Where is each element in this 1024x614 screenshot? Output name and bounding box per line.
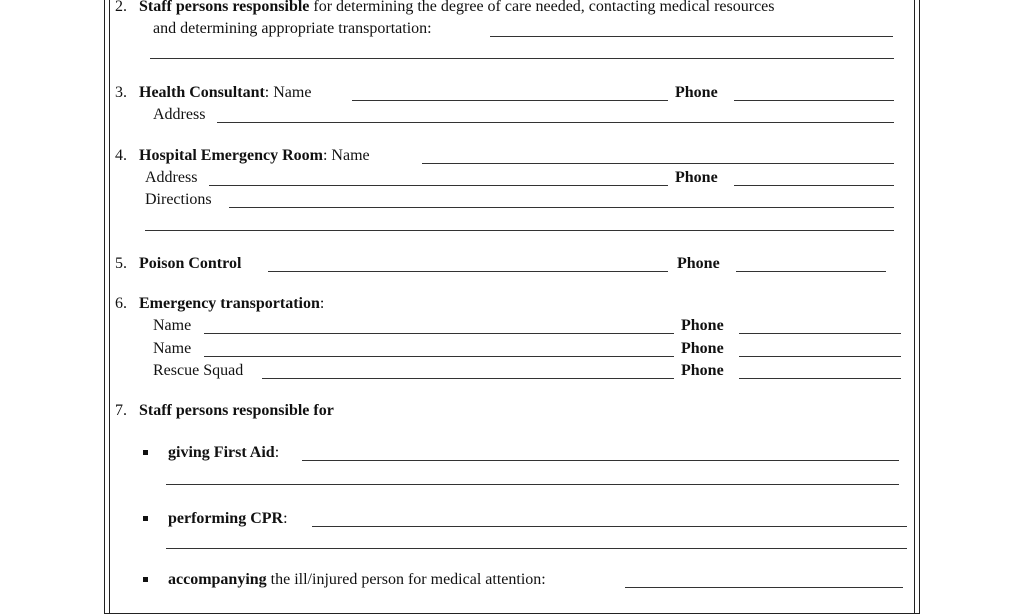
bullet-2-line xyxy=(168,510,288,528)
poison-control-phone-field[interactable] xyxy=(736,271,886,272)
item-4-directions-label: Directions xyxy=(145,191,212,208)
item-5-heading: Poison Control xyxy=(139,255,242,272)
accompanying-field[interactable] xyxy=(625,587,903,588)
bullet-3-text: the ill/injured person for medical attention: xyxy=(266,571,546,588)
item-6-line xyxy=(115,295,324,313)
bullet-2-marker xyxy=(143,516,148,521)
item-7-line xyxy=(115,402,334,420)
bullet-3-marker xyxy=(143,577,148,582)
health-consultant-address-field[interactable] xyxy=(217,122,894,123)
item-4-heading: Hospital Emergency Room xyxy=(139,147,323,164)
bullet-1-colon: : xyxy=(274,444,280,461)
item-2-blank-1[interactable] xyxy=(490,36,893,37)
bullet-2-heading: performing CPR xyxy=(168,510,284,527)
item-5-line xyxy=(115,255,241,273)
health-consultant-phone-field[interactable] xyxy=(734,100,894,101)
item-2-blank-2[interactable] xyxy=(150,58,894,59)
transport-row-3-phone-label: Phone xyxy=(681,362,724,379)
item-2-text: for determining the degree of care needed, contacting medical resources xyxy=(309,0,775,15)
item-2-heading: Staff persons responsible xyxy=(139,0,310,15)
transport-row-3-field[interactable] xyxy=(262,378,674,379)
item-3-address-label: Address xyxy=(153,106,206,123)
item-2-line-1 xyxy=(115,0,775,16)
transport-row-3-label: Rescue Squad xyxy=(153,362,244,379)
item-6-number: 6. xyxy=(115,295,127,312)
item-6-colon: : xyxy=(319,295,325,312)
transport-row-1-field[interactable] xyxy=(204,333,674,334)
health-consultant-name-field[interactable] xyxy=(352,100,668,101)
item-3-line-1 xyxy=(115,84,311,102)
item-3-heading: Health Consultant xyxy=(139,84,265,101)
item-4-phone-label: Phone xyxy=(675,169,718,186)
poison-control-field[interactable] xyxy=(268,271,668,272)
item-2-line-2: and determining appropriate transportation: xyxy=(153,20,432,37)
item-2-number: 2. xyxy=(115,0,127,15)
item-4-number: 4. xyxy=(115,147,127,164)
transport-row-2-phone-field[interactable] xyxy=(739,356,901,357)
item-5-phone-label: Phone xyxy=(677,255,720,272)
transport-row-2-field[interactable] xyxy=(204,356,674,357)
item-7-heading: Staff persons responsible for xyxy=(139,402,334,419)
hospital-directions-field-1[interactable] xyxy=(229,207,894,208)
bullet-3-heading: accompanying xyxy=(168,571,267,588)
transport-row-3-phone-field[interactable] xyxy=(739,378,901,379)
cpr-field-2[interactable] xyxy=(166,548,907,549)
bullet-1-line xyxy=(168,444,279,462)
transport-row-1-label: Name xyxy=(153,317,192,334)
bullet-1-marker xyxy=(143,450,148,455)
transport-row-1-phone-field[interactable] xyxy=(739,333,901,334)
first-aid-field-1[interactable] xyxy=(302,460,899,461)
first-aid-field-2[interactable] xyxy=(166,484,899,485)
item-3-phone-label: Phone xyxy=(675,84,718,101)
transport-row-2-label: Name xyxy=(153,340,192,357)
hospital-phone-field[interactable] xyxy=(734,185,894,186)
item-7-number: 7. xyxy=(115,402,127,419)
item-3-name-label: : Name xyxy=(264,84,312,101)
bullet-2-colon: : xyxy=(283,510,288,527)
item-6-heading: Emergency transportation xyxy=(139,295,320,312)
item-4-name-label: : Name xyxy=(322,147,370,164)
item-4-line-1 xyxy=(115,147,370,165)
hospital-address-field[interactable] xyxy=(209,185,668,186)
item-4-address-label: Address xyxy=(145,169,198,186)
item-5-number: 5. xyxy=(115,255,127,272)
transport-row-2-phone-label: Phone xyxy=(681,340,724,357)
bullet-1-heading: giving First Aid xyxy=(168,444,275,461)
hospital-directions-field-2[interactable] xyxy=(145,230,894,231)
bullet-3-line xyxy=(168,571,546,589)
transport-row-1-phone-label: Phone xyxy=(681,317,724,334)
hospital-name-field[interactable] xyxy=(422,163,894,164)
item-3-number: 3. xyxy=(115,84,127,101)
cpr-field-1[interactable] xyxy=(312,526,907,527)
